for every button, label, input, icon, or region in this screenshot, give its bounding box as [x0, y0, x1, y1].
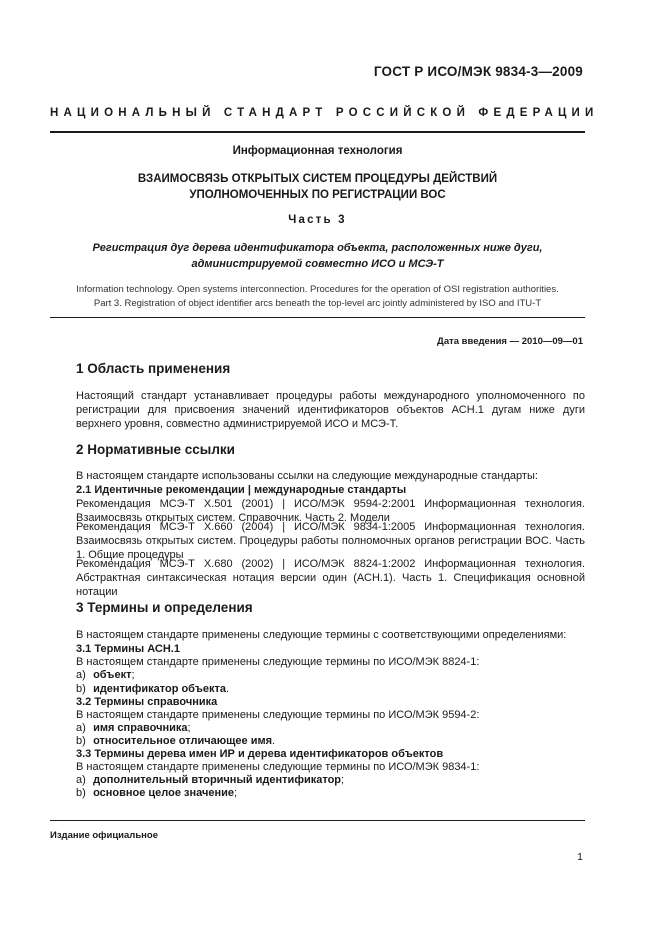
part-subtitle-line-1: Регистрация дуг дерева идентификатора объекта, расположенных ниже дуги,	[92, 242, 543, 254]
section-1-heading: 1 Область применения	[76, 361, 231, 376]
list-item-term: основное целое значение	[93, 787, 235, 799]
part-subtitle	[50, 240, 585, 272]
section-3-1-heading: 3.1 Термины АСН.1	[76, 643, 180, 655]
list-item-punct: .	[272, 735, 276, 747]
part-number: Часть 3	[288, 214, 347, 226]
list-item-punct: ;	[234, 787, 238, 799]
standard-title	[50, 171, 585, 203]
title-rule	[50, 317, 585, 318]
list-item	[76, 721, 191, 735]
section-1-text: Настоящий стандарт устанавливает процедуры работы международного уполномоченного по регистрации для присвоения значений идентификаторов объектов АСН.1 дугам ниже дуги верхнего уровня, совместно администрируемой ИСО и МСЭ-Т.	[76, 390, 585, 430]
effective-date: Дата введения — 2010—09—01	[437, 336, 583, 347]
english-title-line-1: Information technology. Open systems interconnection. Procedures for the operation of OSI registration authorities.	[76, 284, 559, 295]
list-item-label: b)	[76, 683, 86, 695]
reference-x501: Рекомендация МСЭ-Т Х.501 (2001) | ИСО/МЭК 9594-2:2001 Информационная технология. Взаимосвязь открытых систем. Справочник. Часть 2. Модели	[76, 498, 585, 524]
list-item-term: идентификатор объекта	[93, 683, 226, 695]
list-item-punct: ;	[187, 722, 191, 734]
list-item	[76, 668, 135, 682]
list-item-term: относительное отличающее имя	[93, 735, 273, 747]
section-2-intro: В настоящем стандарте использованы ссылки на следующие международные стандарты:	[76, 470, 538, 482]
section-3-1-intro: В настоящем стандарте применены следующие термины по ИСО/МЭК 8824-1:	[76, 656, 480, 668]
section-3-3-intro: В настоящем стандарте применены следующие термины по ИСО/МЭК 9834-1:	[76, 761, 480, 773]
standard-subtitle: Информационная технология	[232, 145, 403, 157]
part-subtitle-line-2: администрируемой совместно ИСО и МСЭ-Т	[191, 258, 444, 270]
page-number: 1	[577, 851, 583, 863]
list-item	[76, 786, 237, 800]
national-standard-title: НАЦИОНАЛЬНЫЙ СТАНДАРТ РОССИЙСКОЙ ФЕДЕРАЦИИ	[50, 107, 599, 119]
list-item-punct: .	[225, 683, 230, 695]
list-item	[76, 682, 229, 696]
list-item-label: a)	[76, 669, 86, 681]
reference-x680: Рекомендация МСЭ-Т Х.680 (2002) | ИСО/МЭК 8824-1:2002 Информационная технология. Абстрактная синтаксическая нотация версии один (АСН.1). Часть 1. Спецификация основной нотации	[76, 558, 585, 598]
list-item	[76, 734, 275, 748]
section-2-1-heading: 2.1 Идентичные рекомендации | международные стандарты	[76, 484, 407, 496]
list-item-term: имя справочника	[93, 722, 188, 734]
header-rule	[50, 131, 585, 133]
list-item-label: b)	[76, 787, 86, 799]
edition-note: Издание официальное	[50, 830, 158, 841]
list-item-term: дополнительный вторичный идентификатор	[93, 774, 342, 786]
title-line-2: УПОЛНОМОЧЕННЫХ ПО РЕГИСТРАЦИИ ВОС	[189, 189, 446, 201]
footer-rule	[50, 820, 585, 821]
list-item-label: b)	[76, 735, 86, 747]
english-title-line-2: Part 3. Registration of object identifier arcs beneath the top-level arc jointly administered by ISO and ITU-T	[93, 298, 542, 309]
section-2-heading: 2 Нормативные ссылки	[76, 442, 235, 457]
section-3-intro: В настоящем стандарте применены следующие термины с соответствующими определениями:	[76, 629, 567, 641]
document-code: ГОСТ Р ИСО/МЭК 9834-3—2009	[373, 64, 583, 79]
title-line-1: ВЗАИМОСВЯЗЬ ОТКРЫТЫХ СИСТЕМ ПРОЦЕДУРЫ ДЕЙСТВИЙ	[137, 173, 498, 185]
section-3-2-heading: 3.2 Термины справочника	[76, 696, 218, 708]
list-item	[76, 773, 344, 787]
list-item-label: a)	[76, 722, 86, 734]
english-title	[50, 283, 585, 311]
list-item-term: объект	[93, 669, 132, 681]
section-3-3-heading: 3.3 Термины дерева имен ИР и дерева идентификаторов объектов	[76, 748, 444, 760]
section-3-heading: 3 Термины и определения	[76, 600, 253, 615]
list-item-punct: ;	[131, 669, 135, 681]
reference-x660: Рекомендация МСЭ-Т Х.660 (2004) | ИСО/МЭК 9834-1:2005 Информационная технология. Взаимосвязь открытых систем. Процедуры работы полномочных органов регистрации ВОС. Часть 1. Общие процедуры	[76, 521, 585, 561]
section-3-2-intro: В настоящем стандарте применены следующие термины по ИСО/МЭК 9594-2:	[76, 709, 480, 721]
list-item-punct: ;	[341, 774, 345, 786]
list-item-label: a)	[76, 774, 86, 786]
